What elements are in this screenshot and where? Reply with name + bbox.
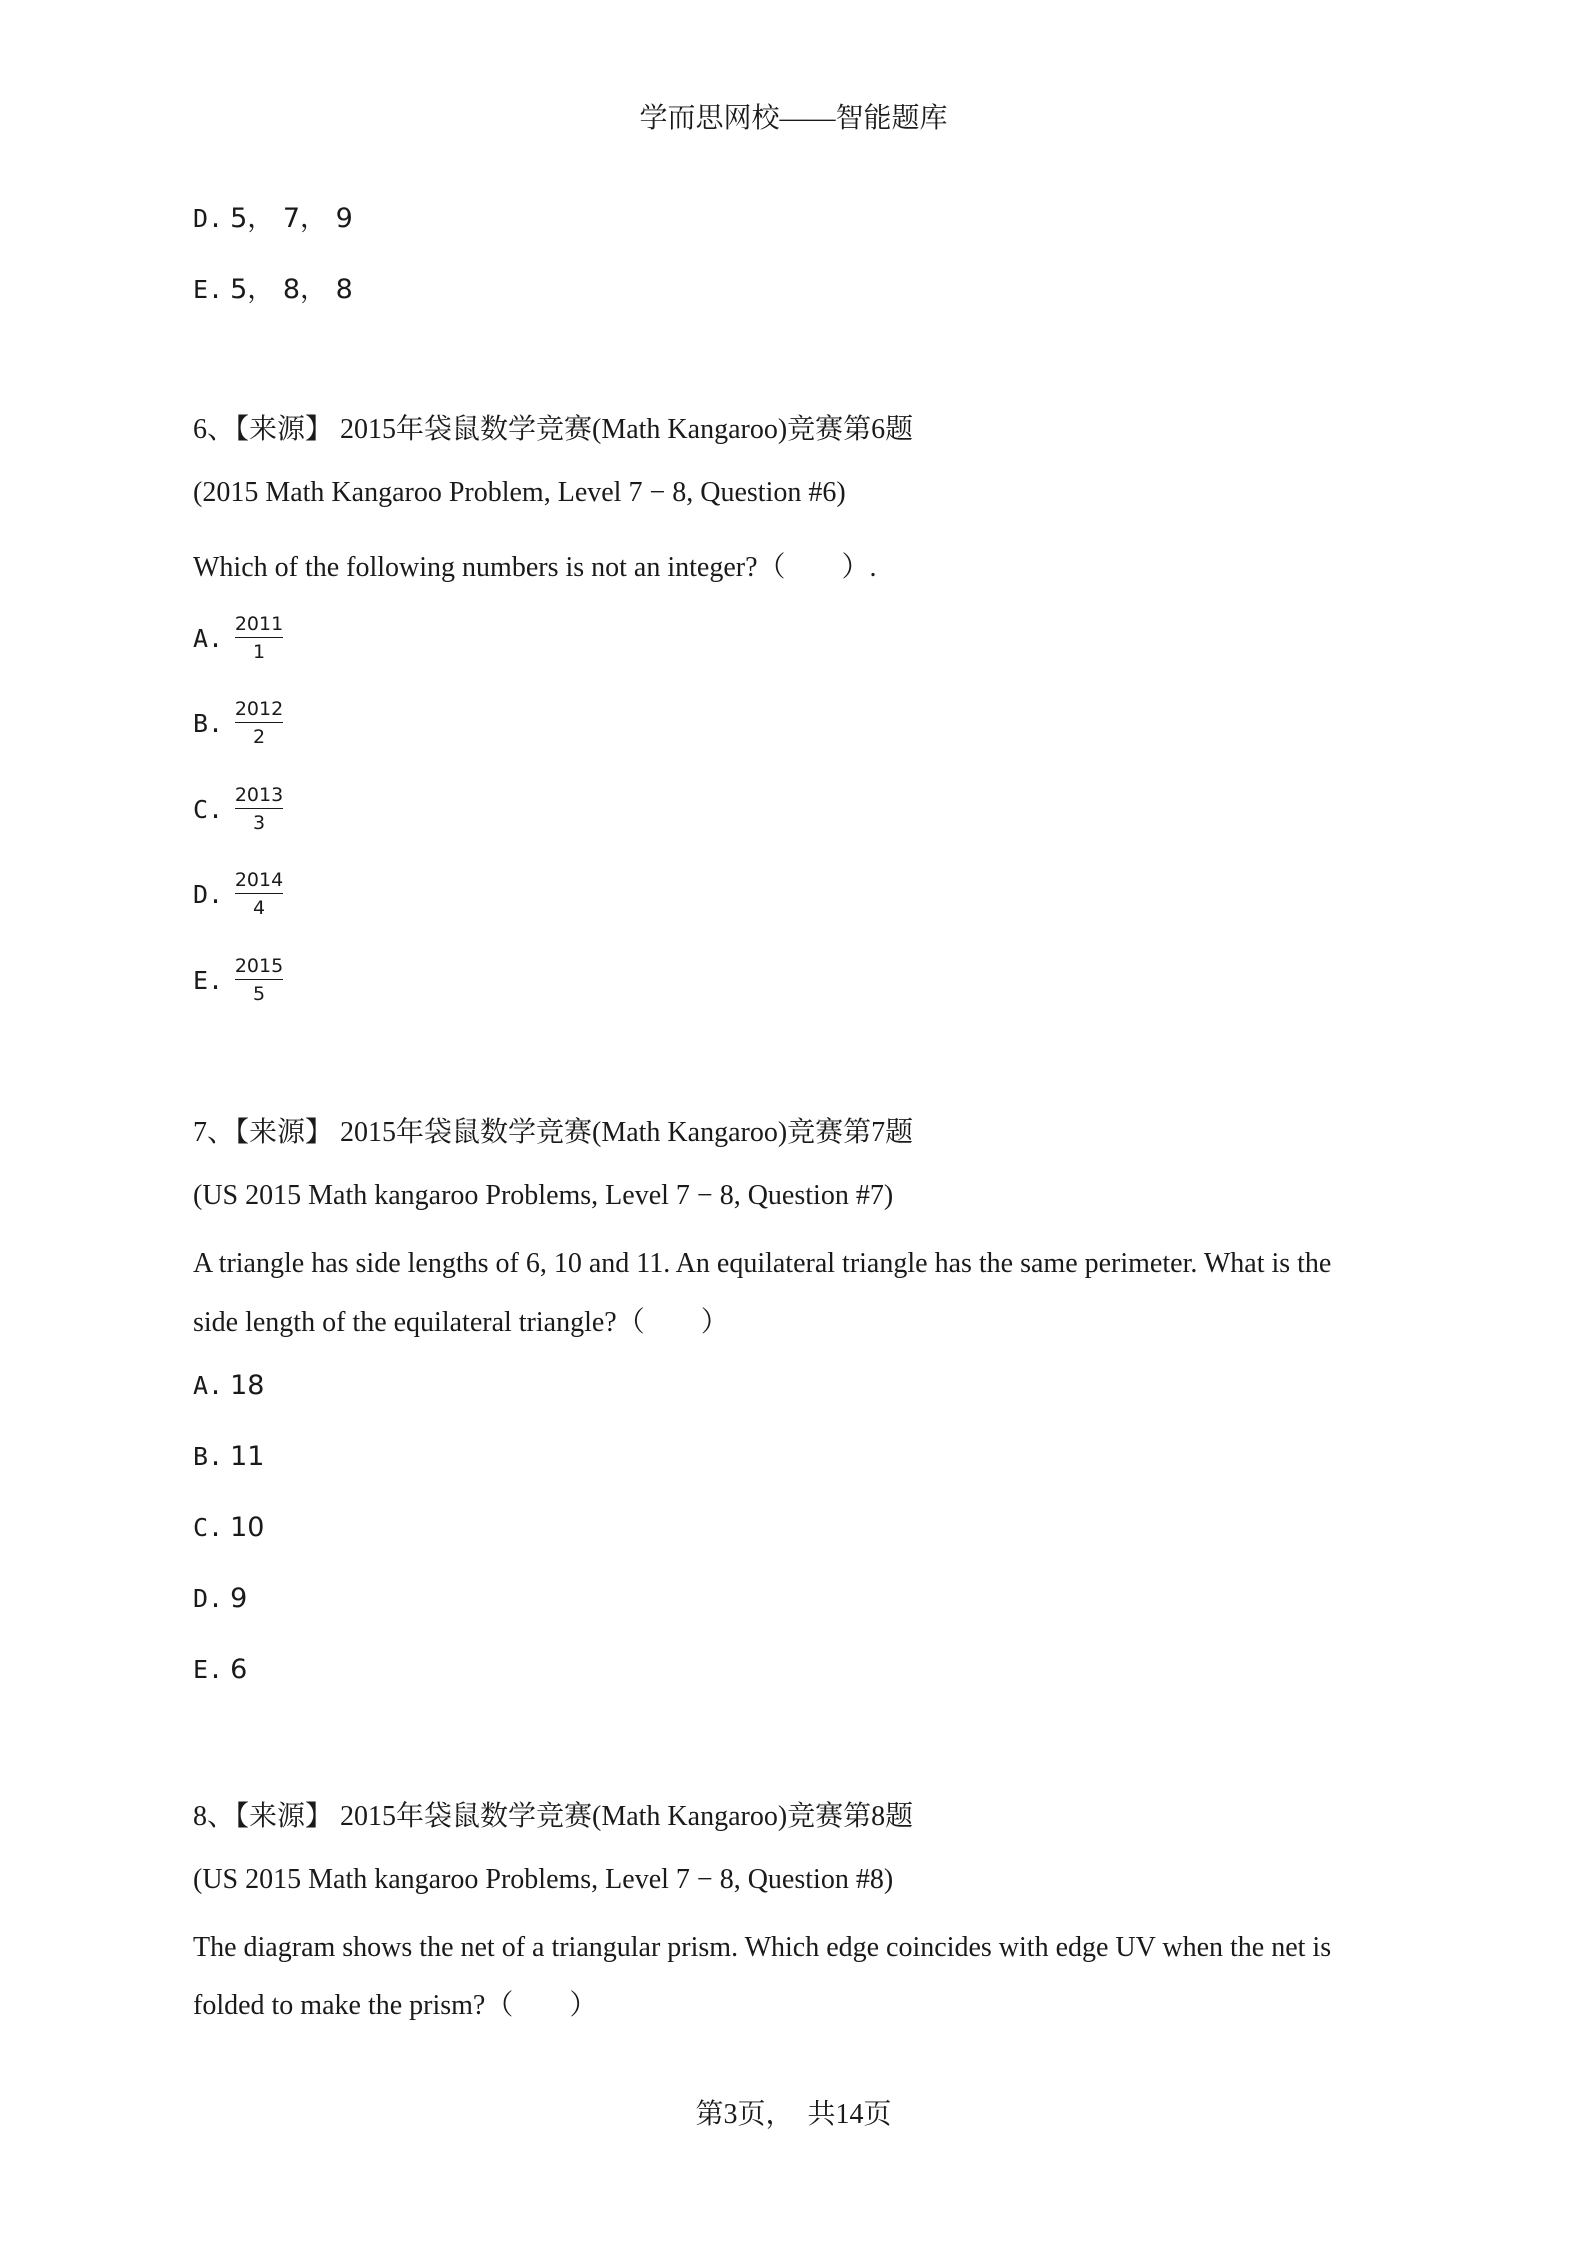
numerator: 2014 [234, 869, 284, 891]
fraction-bar [235, 979, 283, 980]
option-fraction [233, 612, 285, 664]
option-letter: E. [193, 966, 224, 995]
question-8-prompt-line1: The diagram shows the net of a triangular prism. Which edge coincides with edge UV when the net is [193, 1932, 1332, 1963]
option-letter: B. [193, 1442, 224, 1471]
denominator: 1 [252, 641, 266, 663]
question-7-subtitle: (US 2015 Math kangaroo Problems, Level 7 − 8, Question #7) [193, 1180, 894, 1211]
numerator: 2013 [234, 784, 284, 806]
option-letter: D. [193, 880, 224, 909]
numerator: 2011 [234, 613, 284, 635]
option-letter: A. [193, 1371, 224, 1400]
option-letter: C. [193, 795, 224, 824]
option-q5-e [193, 267, 353, 306]
question-6-source: 6、【来源】 2015年袋鼠数学竞赛(Math Kangaroo)竞赛第6题 [193, 414, 914, 445]
option-value: 5， 7， 9 [230, 203, 353, 234]
option-fraction [233, 954, 285, 1006]
option-fraction [233, 783, 285, 835]
option-letter: B. [193, 709, 224, 738]
page-footer: 第3页， 共14页 [695, 2099, 892, 2130]
fraction-bar [235, 722, 283, 723]
option-q7-a [193, 1370, 264, 1402]
numerator: 2012 [234, 698, 284, 720]
fraction-bar [235, 893, 283, 894]
option-q7-b [193, 1441, 264, 1473]
option-value: 11 [230, 1441, 265, 1472]
fraction-bar [235, 808, 283, 809]
question-8-prompt-line2: folded to make the prism?（ ） [193, 1990, 598, 2021]
option-value: 6 [230, 1654, 248, 1685]
option-letter: E. [193, 1655, 224, 1684]
denominator: 4 [252, 897, 266, 919]
option-value: 10 [230, 1512, 265, 1543]
option-q7-d [193, 1583, 247, 1615]
denominator: 5 [252, 983, 266, 1005]
option-fraction [233, 868, 285, 920]
option-value: 18 [230, 1370, 265, 1401]
question-7-prompt-line1: A triangle has side lengths of 6, 10 and 11. An equilateral triangle has the same perimeter. What is the [193, 1248, 1332, 1279]
option-value: 5， 8， 8 [230, 274, 353, 305]
option-value: 9 [230, 1583, 248, 1614]
option-q5-d [193, 196, 353, 235]
fraction-bar [235, 637, 283, 638]
question-6-prompt: Which of the following numbers is not an integer?（ ）. [193, 552, 877, 583]
option-q7-e [193, 1654, 247, 1686]
question-8-source: 8、【来源】 2015年袋鼠数学竞赛(Math Kangaroo)竞赛第8题 [193, 1801, 914, 1832]
denominator: 3 [252, 812, 266, 834]
question-7-source: 7、【来源】 2015年袋鼠数学竞赛(Math Kangaroo)竞赛第7题 [193, 1117, 914, 1148]
option-letter: A. [193, 624, 224, 653]
question-7-prompt-line2: side length of the equilateral triangle?（ ） [193, 1307, 729, 1338]
page-header: 学而思网校——智能题库 [639, 103, 948, 134]
option-q7-c [193, 1512, 264, 1544]
option-letter: E. [193, 275, 224, 304]
question-6-subtitle: (2015 Math Kangaroo Problem, Level 7 − 8, Question #6) [193, 477, 846, 508]
option-letter: D. [193, 1584, 224, 1613]
option-letter: D. [193, 204, 224, 233]
denominator: 2 [252, 726, 266, 748]
numerator: 2015 [234, 955, 284, 977]
option-fraction [233, 697, 285, 749]
option-letter: C. [193, 1513, 224, 1542]
question-8-subtitle: (US 2015 Math kangaroo Problems, Level 7 − 8, Question #8) [193, 1864, 894, 1895]
